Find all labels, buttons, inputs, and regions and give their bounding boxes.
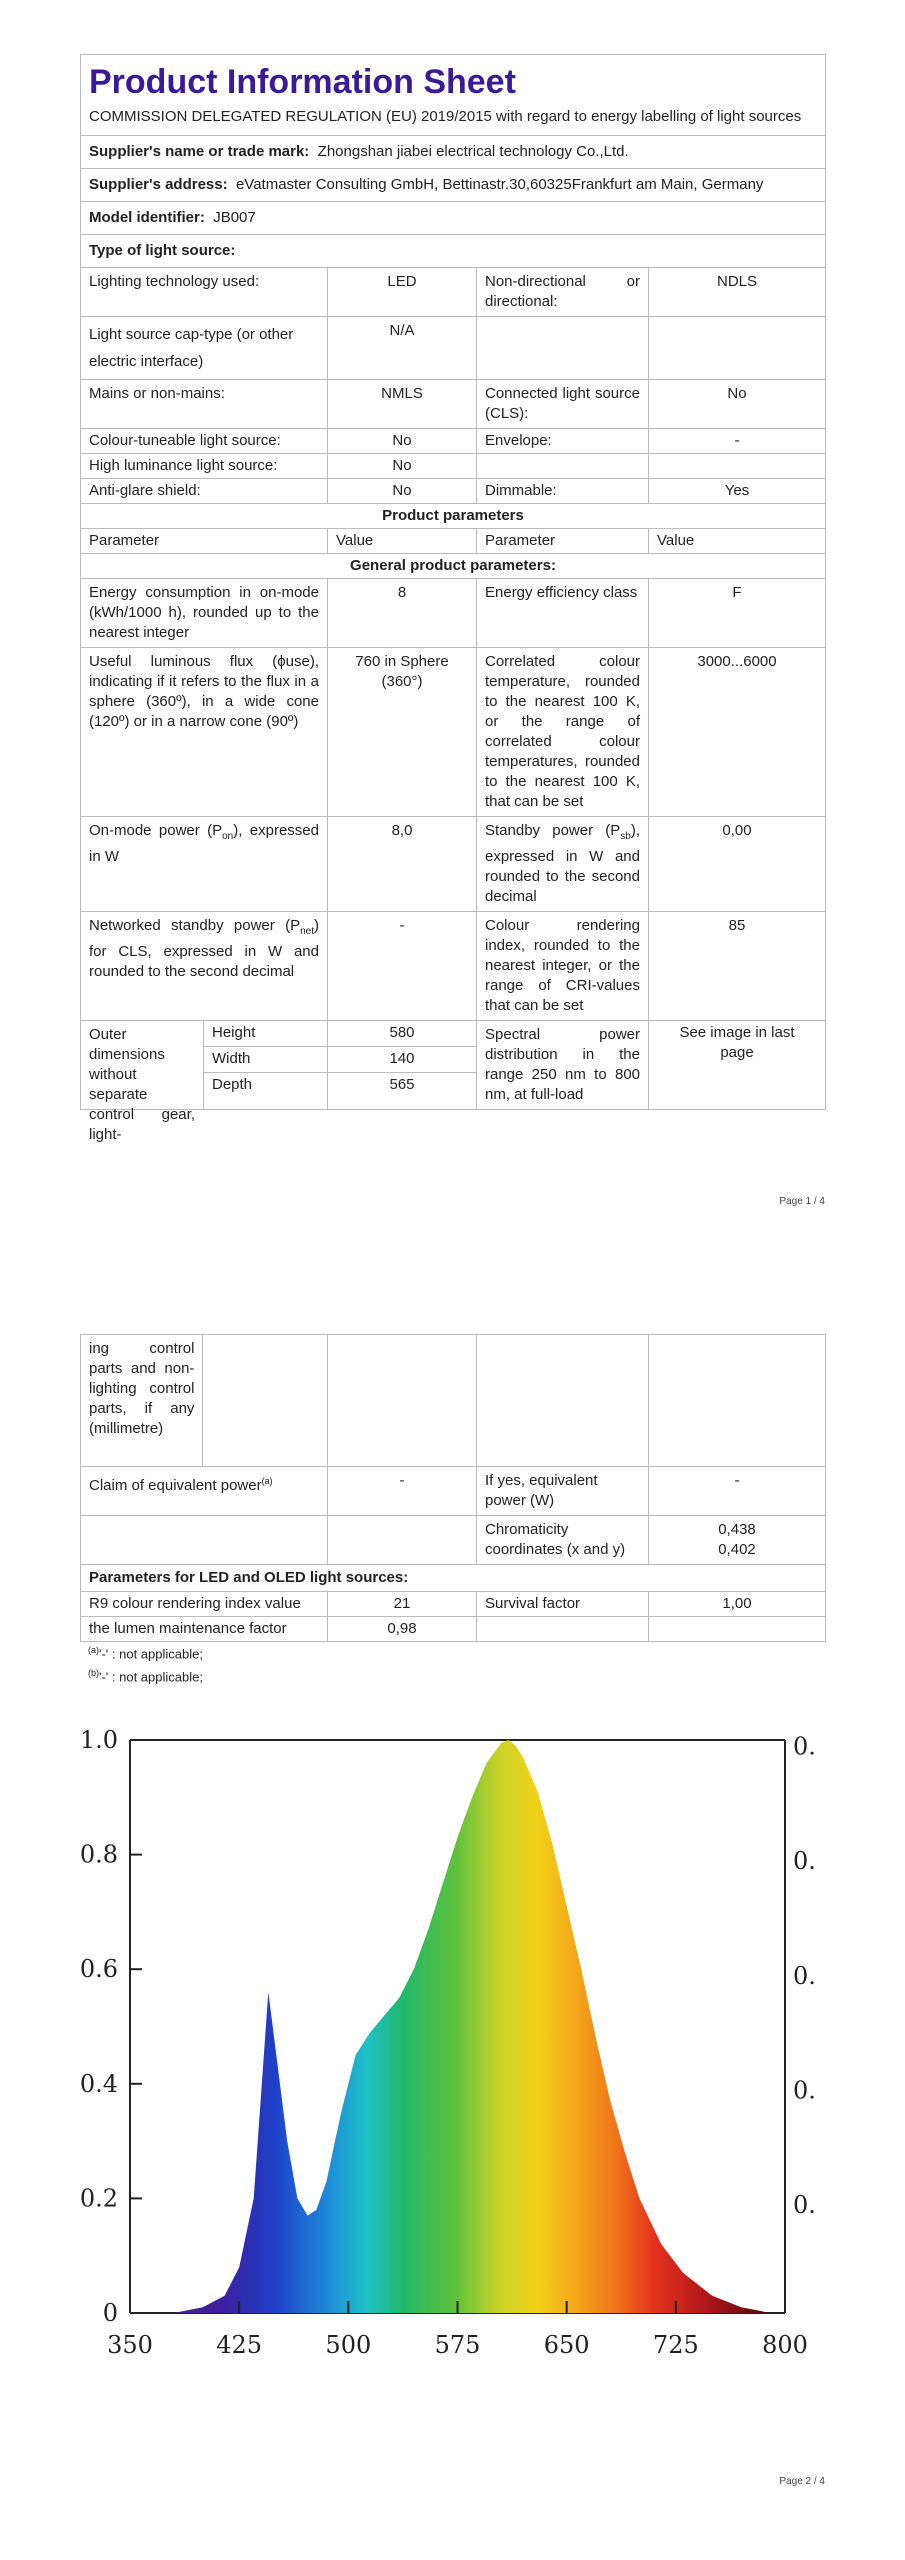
- type-value: [648, 454, 825, 478]
- r9-label: R9 colour rendering index value: [89, 1595, 301, 1612]
- outer-dimensions-label: Outer dimensions without separate control gear, light-: [89, 1026, 195, 1143]
- type-value: No: [327, 479, 476, 503]
- lumen-maintenance-value: 0,98: [327, 1617, 476, 1641]
- on-mode-power-label: [81, 817, 327, 911]
- cct-value: 3000...6000: [648, 648, 825, 816]
- param-row: [81, 648, 825, 817]
- type-label: [476, 317, 648, 379]
- x-tick-label: 725: [652, 2331, 699, 2359]
- footnote-a-mark: (a): [88, 1645, 99, 1655]
- type-label: Colour-tuneable light source:: [89, 432, 281, 449]
- standby-power-sub: sb: [620, 831, 631, 842]
- y-tick-label: 1.0: [79, 1726, 118, 1754]
- footnote-b-mark: (b): [88, 1668, 99, 1678]
- spectral-chart: [80, 1725, 830, 2370]
- height-label: Height: [204, 1021, 327, 1047]
- equivalent-w-label: If yes, equivalent power (W): [476, 1467, 648, 1515]
- supplier-address-label: Supplier's address:: [89, 176, 228, 193]
- type-row: [81, 380, 825, 429]
- footnote-a-text: '-' : not applicable;: [99, 1646, 203, 1662]
- type-row: [81, 268, 825, 317]
- type-value: No: [327, 454, 476, 478]
- product-params-heading-row: [81, 504, 825, 529]
- type-value: No: [327, 429, 476, 453]
- y-tick-label: 0.8: [79, 1840, 118, 1869]
- chromaticity-y: 0,402: [718, 1541, 756, 1558]
- chromaticity-x: 0,438: [718, 1521, 756, 1538]
- x-tick-label: 575: [434, 2331, 481, 2359]
- general-heading: General product parameters:: [350, 557, 556, 574]
- param-row: [81, 1467, 825, 1516]
- equivalent-power-label-text: Claim of equivalent power: [89, 1477, 262, 1494]
- col-value: Value: [327, 529, 476, 553]
- type-value: -: [648, 429, 825, 453]
- empty-cell: [476, 1617, 648, 1641]
- survival-label: Survival factor: [476, 1592, 648, 1616]
- on-mode-power-label-a: On-mode power (P: [89, 822, 223, 839]
- networked-standby-label-b: ) for CLS, expressed in W and rounded to the second decimal: [89, 917, 319, 980]
- chromaticity-label: Chromaticity coordinates (x and y): [476, 1516, 648, 1564]
- type-label: High luminance light source:: [89, 457, 278, 474]
- chart-ticks: [80, 1726, 816, 2359]
- equivalent-power-value: -: [327, 1467, 476, 1515]
- col-parameter: Parameter: [89, 532, 160, 549]
- y-tick-label: 0.2: [79, 2184, 118, 2213]
- y-tick-label: 0.4: [79, 2069, 118, 2098]
- energy-consumption-label: Energy consumption in on-mode (kWh/1000 h), rounded up to the nearest integer: [89, 584, 319, 641]
- right-tick-label: 0.: [793, 1961, 816, 1990]
- chart-axes: [130, 1740, 785, 2313]
- spd-value: See image in last page: [648, 1021, 825, 1109]
- dimension-sub-cells: [203, 1021, 327, 1109]
- supplier-name-row: [81, 136, 825, 169]
- type-label: Mains or non-mains:: [89, 385, 225, 402]
- on-mode-power-sub: on: [222, 831, 234, 842]
- equivalent-power-label: [81, 1467, 327, 1515]
- type-label: Envelope:: [476, 429, 648, 453]
- depth-value: 565: [389, 1076, 415, 1093]
- x-tick-label: 500: [325, 2331, 372, 2359]
- col-parameter: Parameter: [476, 529, 648, 553]
- supplier-name-label: Supplier's name or trade mark:: [89, 143, 310, 160]
- right-tick-label: 0.: [793, 1732, 816, 1761]
- standby-power-label: [476, 817, 648, 911]
- type-label: Connected light source (CLS):: [476, 380, 648, 428]
- page-1: [0, 0, 905, 1230]
- y-tick-label: 0: [102, 2299, 118, 2327]
- type-value: N/A: [327, 317, 476, 379]
- efficiency-class-label: Energy efficiency class: [476, 579, 648, 647]
- luminous-flux-value: 760 in Sphere (360°): [327, 648, 476, 816]
- right-tick-label: 0.: [793, 2076, 816, 2105]
- luminous-flux-label: Useful luminous flux (ϕuse), indicating if it refers to the flux in a sphere (360º), in a wide cone (120º) or in a narrow cone (90º): [89, 653, 319, 730]
- footnote-b: [88, 1668, 203, 1684]
- standby-power-label-a: Standby power (P: [485, 822, 621, 839]
- outer-dimensions-label-cont: ing control parts and non-lighting control parts, if any (millimetre): [89, 1340, 195, 1437]
- supplier-name-value: Zhongshan jiabei electrical technology Co.,Ltd.: [317, 143, 629, 160]
- led-heading: Parameters for LED and OLED light sources:: [89, 1569, 409, 1586]
- right-tick-label: 0.: [793, 2191, 816, 2219]
- page-number: Page 1 / 4: [779, 1196, 825, 1207]
- info-sheet-table-p1: [80, 54, 826, 1143]
- survival-value: 1,00: [648, 1592, 825, 1616]
- type-row: [81, 454, 825, 479]
- width-value: 140: [328, 1047, 476, 1073]
- type-label: Non-directional or directional:: [476, 268, 648, 316]
- page-title: Product Information Sheet: [89, 63, 516, 101]
- right-tick-label: 0.: [793, 1847, 816, 1876]
- cct-label: Correlated colour temperature, rounded to the nearest 100 K, or the range of correlated colour temperatures, rounded to the nearest 100 K, that can be set: [476, 648, 648, 816]
- page-number: Page 2 / 4: [779, 2476, 825, 2487]
- column-header-row: [81, 529, 825, 554]
- product-params-heading: Product parameters: [382, 507, 524, 524]
- networked-standby-value: -: [327, 912, 476, 1020]
- chromaticity-value: [648, 1516, 825, 1564]
- type-label: Anti-glare shield:: [89, 482, 201, 499]
- standby-power-value: 0,00: [648, 817, 825, 911]
- dimensions-row: [81, 1021, 825, 1143]
- type-label: Lighting technology used:: [89, 273, 260, 290]
- cri-value: 85: [648, 912, 825, 1020]
- param-row: [81, 912, 825, 1021]
- r9-value: 21: [327, 1592, 476, 1616]
- cri-label: Colour rendering index, rounded to the nearest integer, or the range of CRI-values that can be set: [476, 912, 648, 1020]
- model-value: JB007: [213, 209, 256, 226]
- width-label: Width: [204, 1047, 327, 1073]
- equivalent-power-sup: (a): [261, 1476, 273, 1486]
- type-label: Dimmable:: [476, 479, 648, 503]
- standby-power-label-b: ), expressed in W and rounded to the second decimal: [485, 822, 640, 905]
- empty-cell: [476, 1335, 648, 1466]
- empty-cell: [202, 1335, 326, 1466]
- type-value: No: [648, 380, 825, 428]
- x-tick-label: 425: [216, 2331, 263, 2359]
- spd-label: Spectral power distribution in the range 250 nm to 800 nm, at full-load: [476, 1021, 648, 1109]
- type-value: NMLS: [327, 380, 476, 428]
- height-value: 580: [328, 1021, 476, 1047]
- x-tick-label: 350: [107, 2331, 153, 2359]
- on-mode-power-value: 8,0: [327, 817, 476, 911]
- empty-cell: [648, 1617, 825, 1641]
- col-value: Value: [648, 529, 825, 553]
- x-tick-label: 650: [543, 2331, 590, 2359]
- type-label: [476, 454, 648, 478]
- footnote-a: [88, 1645, 203, 1661]
- type-row: [81, 479, 825, 504]
- type-row: [81, 429, 825, 454]
- type-value: NDLS: [648, 268, 825, 316]
- param-row: [81, 817, 825, 912]
- param-row: [81, 1617, 825, 1642]
- type-value: [648, 317, 825, 379]
- lumen-maintenance-label: the lumen maintenance factor: [89, 1620, 287, 1637]
- supplier-address-value: eVatmaster Consulting GmbH, Bettinastr.30,60325Frankfurt am Main, Germany: [235, 176, 764, 193]
- networked-standby-label-a: Networked standby power (P: [89, 917, 301, 934]
- networked-standby-sub: net: [300, 926, 314, 937]
- dimension-value-cells: [327, 1021, 476, 1109]
- empty-cell: [327, 1335, 476, 1466]
- networked-standby-label: [81, 912, 327, 1020]
- empty-cell: [327, 1516, 476, 1564]
- type-heading-row: [81, 235, 825, 268]
- param-row: [81, 1516, 825, 1565]
- info-sheet-table-p2: [80, 1334, 826, 1642]
- equivalent-w-value: -: [648, 1467, 825, 1515]
- spectrum-area: [130, 1740, 785, 2313]
- type-label: Light source cap-type (or other electric interface): [89, 326, 294, 370]
- type-row: [81, 317, 825, 380]
- efficiency-class-value: F: [648, 579, 825, 647]
- on-mode-power-label-b: ), expressed in W: [89, 822, 319, 865]
- energy-consumption-value: 8: [327, 579, 476, 647]
- model-label: Model identifier:: [89, 209, 205, 226]
- led-heading-row: [81, 1565, 825, 1592]
- dimensions-row-continued: [81, 1335, 825, 1467]
- y-tick-label: 0.6: [79, 1955, 118, 1984]
- supplier-address-row: [81, 169, 825, 202]
- regulation-subtitle: COMMISSION DELEGATED REGULATION (EU) 2019/2015 with regard to energy labelling of light sources: [89, 108, 802, 125]
- model-row: [81, 202, 825, 235]
- param-row: [81, 579, 825, 648]
- footnote-b-text: '-' : not applicable;: [99, 1669, 203, 1685]
- title-row: [81, 55, 825, 136]
- depth-label: Depth: [212, 1076, 253, 1093]
- general-heading-row: [81, 554, 825, 579]
- spectral-chart-svg: [80, 1725, 830, 2370]
- x-tick-label: 800: [762, 2331, 808, 2359]
- type-value: Yes: [648, 479, 825, 503]
- param-row: [81, 1592, 825, 1617]
- type-value: LED: [327, 268, 476, 316]
- type-heading: Type of light source:: [89, 242, 236, 259]
- empty-cell: [81, 1516, 327, 1564]
- empty-cell: [648, 1335, 825, 1466]
